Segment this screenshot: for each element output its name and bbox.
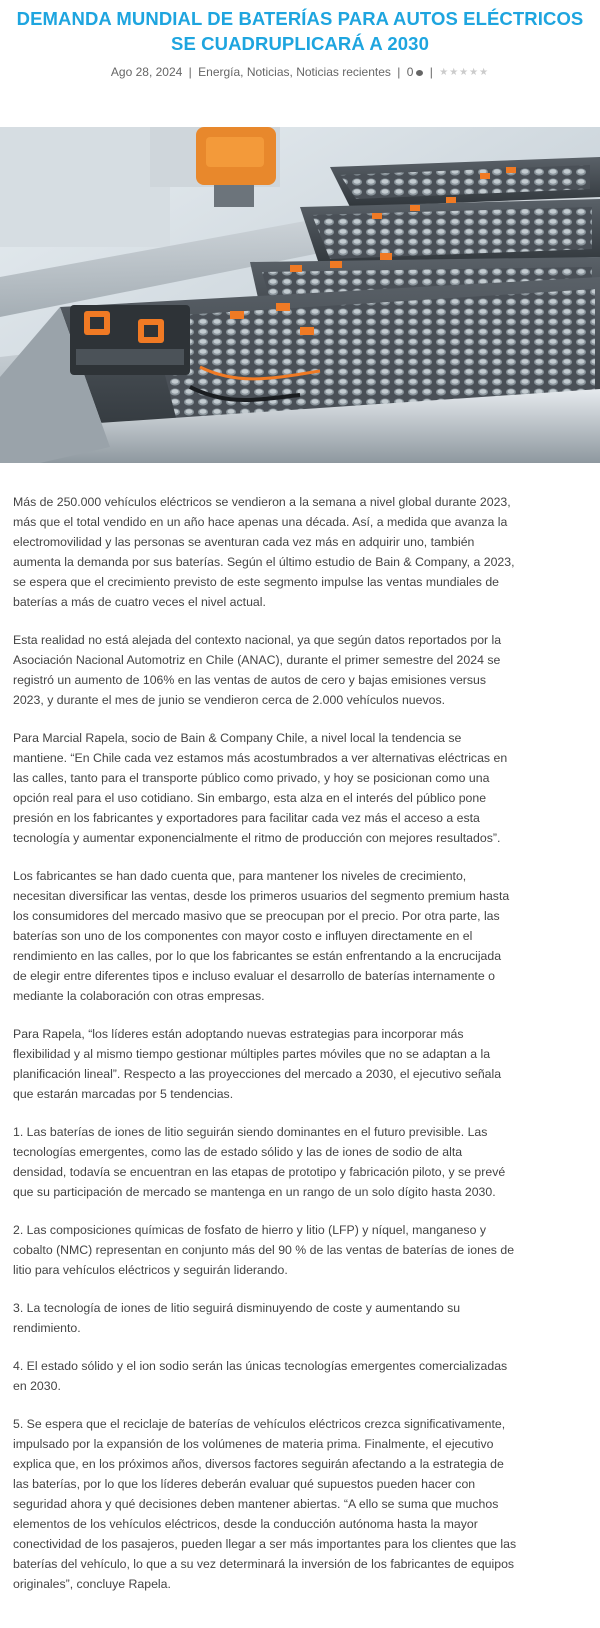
trend-item-1: 1. Las baterías de iones de litio seguirán siendo dominantes en el futuro previsible. Las tecnologías emergentes, como las de estado sólido y las de iones de sodio de alta densidad, todavía se encuentran en las etapas de prototipo y fabricación piloto, y se prevé que su participación de mercado se mantenga en un rango de un solo dígito hasta 2030. — [13, 1125, 506, 1199]
meta-separator: | — [429, 65, 433, 79]
category-link-noticias-recientes[interactable]: Noticias recientes — [296, 65, 391, 79]
post-meta: Ago 28, 2024 | Energía, Noticias, Noticias recientes | 0 | ★★★★★ — [110, 65, 490, 79]
post-date: Ago 28, 2024 — [110, 65, 183, 79]
trend-item-2: 2. Las composiciones químicas de fosfato de hierro y litio (LFP) y níquel, manganeso y cobalto (NMC) representan en conjunto más del 90 % de las ventas de baterías de iones de litio para vehículos eléctricos y seguirán liderando. — [13, 1223, 515, 1277]
meta-separator: | — [188, 65, 192, 79]
trend-item-3: 3. La tecnología de iones de litio seguirá disminuyendo de coste y aumentando su rendimiento. — [13, 1301, 461, 1335]
article-paragraph: Esta realidad no está alejada del contexto nacional, ya que según datos reportados por la Asociación Nacional Automotriz en Chile (ANAC), durante el primer semestre del 2024 se registró un aumento de 106% en las ventas de autos de cero y bajas emisiones versus 2023, y durante el mes de junio se vendieron cerca de 2.000 vehículos nuevos. — [13, 633, 502, 707]
meta-separator: | — [397, 65, 401, 79]
article-paragraph: Los fabricantes se han dado cuenta que, para mantener los niveles de crecimiento, necesitan diversificar las ventas, desde los primeros usuarios del segmento premium hasta los consumidores del mercado masivo que se preocupan por el precio. Por otra parte, las baterías son uno de los componentes con mayor costo e influyen directamente en el rendimiento en las calles, por lo que los fabricantes se están enfrentando a la encrucijada de elegir entre diferentes tipos e incluso evaluar el desarrollo de baterías internamente o mediante la colaboración con otras empresas. — [13, 869, 510, 1003]
comment-count: 0 — [406, 65, 414, 79]
post-content — [13, 492, 517, 1612]
article-paragraph: Para Marcial Rapela, socio de Bain & Company Chile, a nivel local la tendencia se mantiene. “En Chile cada vez estamos más acostumbrados a ver alternativas eléctricas en las calles, tanto para el transporte público como privado, y hoy se posicionan como una opción real para el uso cotidiano. Sin embargo, esta alza en el interés del público pone presión en los fabricantes y exportadores para facilitar cada vez más el acceso a esta tecnología y aumentar exponencialmente el ritmo de producción con mejores resultados”. — [13, 731, 508, 845]
article-paragraph: Para Rapela, “los líderes están adoptando nuevas estrategias para incorporar más flexibilidad y al mismo tiempo gestionar múltiples partes móviles que no se adaptan a la planificación lineal”. Respecto a las proyecciones del mercado a 2030, el ejecutivo señala que estarán marcadas por 5 tendencias. — [13, 1027, 502, 1101]
post-header — [0, 0, 600, 81]
comments-link[interactable] — [407, 65, 424, 79]
featured-image — [0, 127, 600, 463]
rating-stars-icon: ★★★★★ — [439, 66, 490, 78]
post-title: DEMANDA MUNDIAL DE BATERÍAS PARA AUTOS ELÉCTRICOS SE CUADRUPLICARÁ A 2030 — [16, 8, 584, 54]
category-link-noticias[interactable]: Noticias — [246, 65, 290, 79]
trend-item-5: 5. Se espera que el reciclaje de baterías de vehículos eléctricos crezca significativamente, impulsado por la expansión de los volúmenes de materia prima. Finalmente, el ejecutivo explica que, en los próximos años, diversos factores seguirán afectando a la estrategia de las baterías, por lo que los líderes deberán evaluar qué supuestos pueden hacer con seguridad ahora y qué decisiones deben mantener abiertas. “A ello se suma que muchos elementos de los vehículos eléctricos, desde la conducción autónoma hasta la mayor conectividad de los pasajeros, pueden llegar a ser más importantes para los clientes que las baterías del vehículo, lo que a su vez determinará la inversión de los fabricantes de equipos originales”, concluye Rapela. — [13, 1417, 517, 1591]
trend-item-4: 4. El estado sólido y el ion sodio serán las únicas tecnologías emergentes comercializadas en 2030. — [13, 1359, 508, 1393]
category-link-energia[interactable]: Energía — [198, 65, 241, 79]
article-paragraph: Más de 250.000 vehículos eléctricos se vendieron a la semana a nivel global durante 2023, más que el total vendido en un año hace apenas una década. Así, a medida que avanza la electromovilidad y las personas se aventuran cada vez más en adquirir uno, también aumenta la demanda por sus baterías. Según el último estudio de Bain & Company, a 2023, se espera que el crecimiento previsto de este segmento impulse las ventas mundiales de baterías a más de cuatro veces el nivel actual. — [13, 495, 515, 609]
battery-production-illustration — [0, 127, 600, 463]
comment-bubble-icon — [416, 70, 423, 76]
